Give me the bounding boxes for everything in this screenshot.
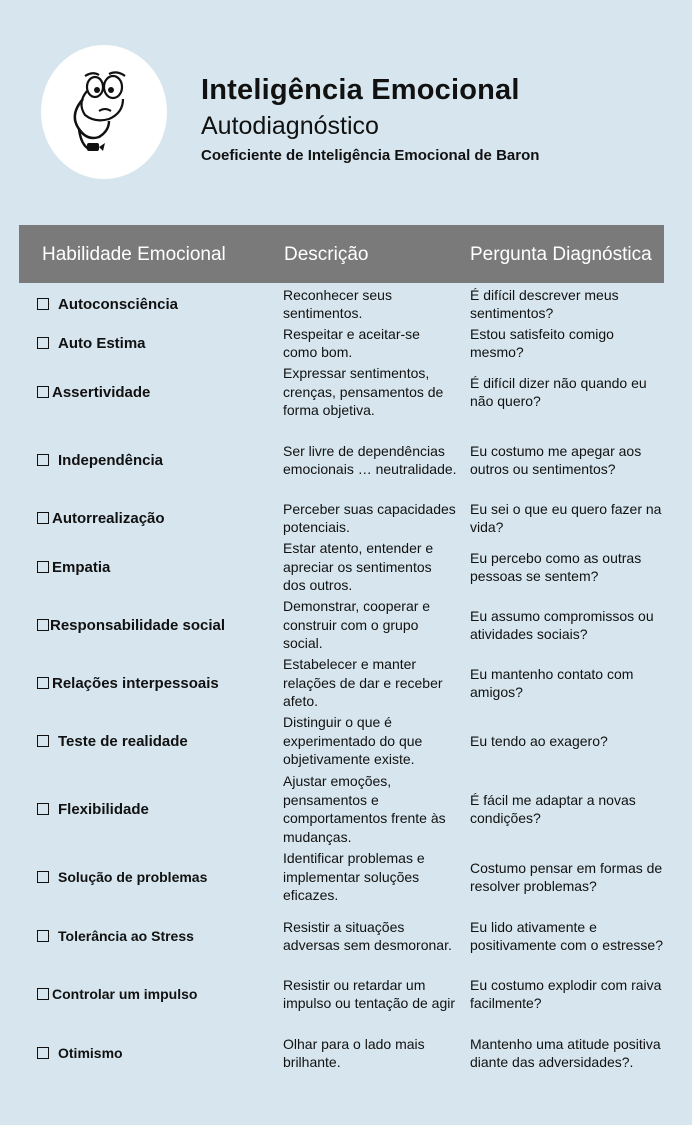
question-cell: Eu tendo ao exagero? <box>470 732 608 749</box>
column-header-description: Descrição <box>284 244 369 265</box>
description-cell: Perceber suas capacidades potenciais. <box>283 500 456 535</box>
skill-item[interactable] <box>37 324 146 362</box>
skill-item[interactable] <box>37 539 110 595</box>
checkbox-icon[interactable] <box>37 386 49 398</box>
skill-label: Solução de problemas <box>58 869 208 885</box>
table-row <box>0 324 692 362</box>
skill-label: Flexibilidade <box>58 800 149 818</box>
column-header-skill: Habilidade Emocional <box>42 244 226 265</box>
question-cell: É difícil descrever meus sentimentos? <box>470 286 619 321</box>
table-row <box>0 499 692 537</box>
checkbox-icon[interactable] <box>37 871 49 883</box>
checkbox-icon[interactable] <box>37 735 49 747</box>
skill-label: Auto Estima <box>58 334 146 352</box>
description-cell: Reconhecer seus sentimentos. <box>283 286 392 321</box>
description-cell: Resistir ou retardar um impulso ou tentação de agir <box>283 976 455 1011</box>
table-row <box>0 285 692 323</box>
skill-item[interactable] <box>37 908 194 964</box>
table-row <box>0 655 692 711</box>
skill-label: Empatia <box>52 558 111 576</box>
checkbox-icon[interactable] <box>37 1047 49 1059</box>
skill-label: Independência <box>58 451 164 469</box>
checkbox-icon[interactable] <box>37 619 49 631</box>
description-cell: Respeitar e aceitar-se como bom. <box>283 325 420 360</box>
question-cell: Eu percebo como as outras pessoas se sentem? <box>470 549 642 584</box>
description-cell: Ajustar emoções, pensamentos e comportamentos frente às mudanças. <box>283 773 446 845</box>
description-cell: Demonstrar, cooperar e construir com o grupo social. <box>283 598 431 652</box>
question-cell: É fácil me adaptar a novas condições? <box>470 791 636 826</box>
table-row <box>0 713 692 769</box>
description-cell: Estabelecer e manter relações de dar e receber afeto. <box>283 656 443 710</box>
table-row <box>0 539 692 595</box>
question-cell: Eu mantenho contato com amigos? <box>470 665 634 700</box>
question-cell: Costumo pensar em formas de resolver problemas? <box>470 859 663 894</box>
skill-item[interactable] <box>37 655 219 711</box>
logo <box>41 45 167 179</box>
checkbox-icon[interactable] <box>37 930 49 942</box>
checkbox-icon[interactable] <box>37 337 49 349</box>
question-cell: Eu lido ativamente e positivamente com o estresse? <box>470 918 663 953</box>
checkbox-icon[interactable] <box>37 988 49 1000</box>
skill-item[interactable] <box>37 713 188 769</box>
description-cell: Expressar sentimentos, crenças, pensamentos de forma objetiva. <box>283 365 444 419</box>
skill-item[interactable] <box>37 499 165 537</box>
description-cell: Distinguir o que é experimentado do que objetivamente existe. <box>283 714 423 768</box>
skill-item[interactable] <box>37 849 207 905</box>
skill-label: Tolerância ao Stress <box>58 928 194 944</box>
skill-item[interactable] <box>37 285 178 323</box>
question-cell: Eu costumo explodir com raiva facilmente? <box>470 976 662 1011</box>
table-row <box>0 423 692 497</box>
table-row <box>0 364 692 420</box>
skill-label: Otimismo <box>58 1045 123 1061</box>
skill-item[interactable] <box>37 1024 123 1082</box>
table-header <box>19 225 664 283</box>
question-cell: Mantenho uma atitude positiva diante das adversidades?. <box>470 1035 661 1070</box>
checkbox-icon[interactable] <box>37 677 49 689</box>
worried-face-stethoscope-icon <box>69 71 141 155</box>
question-cell: É difícil dizer não quando eu não quero? <box>470 374 647 409</box>
checkbox-icon[interactable] <box>37 454 49 466</box>
skill-item[interactable] <box>37 966 197 1022</box>
description-cell: Ser livre de dependências emocionais … neutralidade. <box>283 442 457 477</box>
table-row <box>0 966 692 1022</box>
checkbox-icon[interactable] <box>37 803 49 815</box>
question-cell: Estou satisfeito comigo mesmo? <box>470 325 614 360</box>
skill-label: Teste de realidade <box>58 732 188 750</box>
checkbox-icon[interactable] <box>37 512 49 524</box>
description-cell: Estar atento, entender e apreciar os sentimentos dos outros. <box>283 540 434 594</box>
skill-item[interactable] <box>37 772 149 846</box>
checkbox-icon[interactable] <box>37 561 49 573</box>
description-cell: Olhar para o lado mais brilhante. <box>283 1035 425 1070</box>
description-cell: Resistir a situações adversas sem desmoronar. <box>283 918 452 953</box>
page-subtitle: Autodiagnóstico <box>201 112 379 140</box>
question-cell: Eu sei o que eu quero fazer na vida? <box>470 500 662 535</box>
question-cell: Eu assumo compromissos ou atividades sociais? <box>470 607 654 642</box>
skill-label: Autoconsciência <box>58 295 179 313</box>
checkbox-icon[interactable] <box>37 298 49 310</box>
column-header-question: Pergunta Diagnóstica <box>470 244 652 265</box>
skill-label: Controlar um impulso <box>52 986 198 1002</box>
table-row <box>0 849 692 905</box>
question-cell: Eu costumo me apegar aos outros ou sentimentos? <box>470 442 642 477</box>
table-row <box>0 908 692 964</box>
page-title: Inteligência Emocional <box>201 74 520 106</box>
skill-item[interactable] <box>37 597 225 653</box>
skill-item[interactable] <box>37 423 163 497</box>
skill-label: Assertividade <box>52 383 151 401</box>
table-row <box>0 1024 692 1082</box>
skill-label: Relações interpessoais <box>52 674 219 692</box>
table-row <box>0 597 692 653</box>
skill-item[interactable] <box>37 364 150 420</box>
description-cell: Identificar problemas e implementar soluções eficazes. <box>283 850 425 904</box>
table-row <box>0 772 692 846</box>
skill-label: Responsabilidade social <box>50 616 226 634</box>
skill-label: Autorrealização <box>52 509 165 527</box>
page-description: Coeficiente de Inteligência Emocional de Baron <box>201 147 540 164</box>
